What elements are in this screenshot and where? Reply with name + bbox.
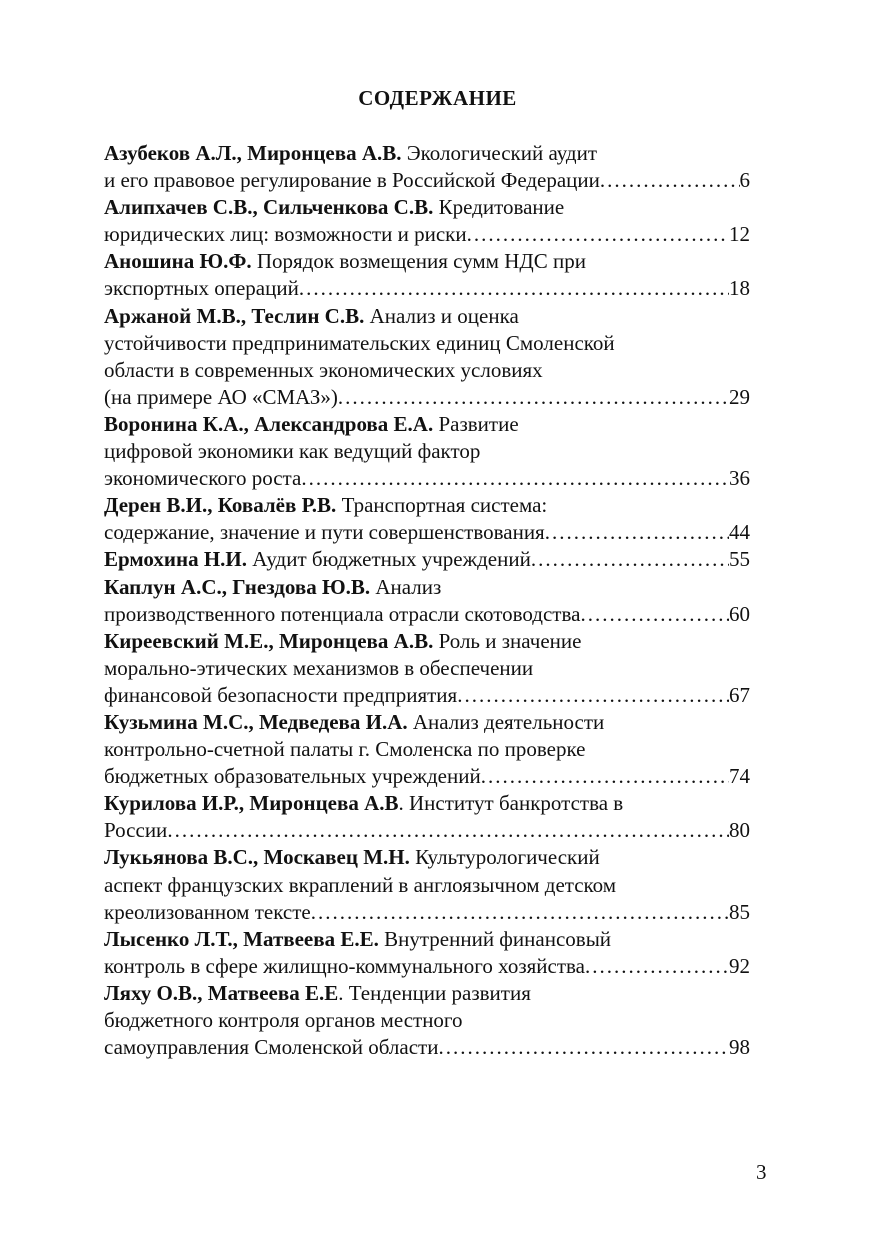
toc-entry-line bbox=[104, 709, 750, 736]
toc-entry-line bbox=[104, 303, 750, 330]
toc-entry-page: 80 bbox=[729, 818, 750, 843]
toc-entry-title: креолизованном тексте bbox=[104, 899, 311, 924]
toc-entry-line bbox=[104, 519, 750, 546]
toc-entry-authors: Воронина К.А., Александрова Е.А. bbox=[104, 411, 434, 436]
toc-entry-title: Культурологический bbox=[409, 845, 600, 870]
page-number: 3 bbox=[756, 1160, 767, 1184]
toc-entry bbox=[104, 492, 750, 546]
dot-leader bbox=[338, 384, 729, 411]
toc-entry bbox=[104, 140, 750, 194]
toc-entry-page: 92 bbox=[729, 953, 750, 978]
toc-entry bbox=[104, 926, 750, 980]
toc-entry-authors: Кузьмина М.С., Медведева И.А. bbox=[104, 709, 408, 734]
toc-entry-line: области в современных экономических условиях bbox=[104, 357, 543, 382]
toc-entry-line bbox=[104, 817, 750, 844]
toc-entry-authors: Каплун А.С., Гнездова Ю.В. bbox=[104, 574, 371, 599]
dot-leader bbox=[585, 953, 729, 980]
toc-entry-line bbox=[104, 790, 750, 817]
toc-entry bbox=[104, 709, 750, 790]
dot-leader bbox=[545, 519, 729, 546]
toc-entry-line bbox=[104, 1034, 750, 1061]
toc-entry-line bbox=[104, 221, 750, 248]
toc-entry-page: 67 bbox=[729, 682, 750, 707]
toc-entry-page: 36 bbox=[729, 466, 750, 491]
toc-entry-line: контрольно-счетной палаты г. Смоленска по проверке bbox=[104, 737, 586, 762]
toc-entry-page: 6 bbox=[739, 168, 750, 193]
toc-entry-title: . Институт банкротства в bbox=[398, 791, 624, 816]
toc-entry-line bbox=[104, 465, 750, 492]
toc-entry-title: Порядок возмещения сумм НДС при bbox=[251, 249, 586, 274]
toc-entry-line bbox=[104, 574, 750, 601]
toc-entry-line bbox=[104, 411, 750, 438]
dot-leader bbox=[457, 682, 729, 709]
toc-entry bbox=[104, 980, 750, 1061]
toc-entry-line bbox=[104, 248, 750, 275]
dot-leader bbox=[600, 167, 740, 194]
toc-entry-line bbox=[104, 546, 750, 573]
toc-entry-title: Кредитование bbox=[433, 195, 565, 220]
toc-entry bbox=[104, 844, 750, 925]
toc-entry bbox=[104, 303, 750, 411]
toc-entry-line bbox=[104, 601, 750, 628]
toc-entry-authors: Ермохина Н.И. bbox=[104, 547, 247, 572]
page-title: СОДЕРЖАНИЕ bbox=[358, 86, 517, 110]
toc-entry-title: Развитие bbox=[433, 411, 519, 436]
toc-entry-page: 98 bbox=[729, 1035, 750, 1060]
toc-entry-authors: Аношина Ю.Ф. bbox=[104, 249, 252, 274]
toc-entry-title: Анализ bbox=[370, 574, 442, 599]
dot-leader bbox=[467, 221, 729, 248]
toc-entry-authors: Дерен В.И., Ковалёв Р.В. bbox=[104, 493, 337, 518]
toc-entry-authors: Алипхачев С.В., Сильченкова С.В. bbox=[104, 195, 434, 220]
toc-entry bbox=[104, 628, 750, 709]
toc-entry-page: 55 bbox=[729, 547, 750, 572]
toc-entry bbox=[104, 411, 750, 492]
toc-entry bbox=[104, 574, 750, 628]
toc-entry-title: Транспортная система: bbox=[336, 493, 548, 518]
toc-entry-authors: Киреевский М.Е., Миронцева А.В. bbox=[104, 628, 434, 653]
toc-entry-title: Внутренний финансовый bbox=[378, 926, 612, 951]
toc-entry-line: устойчивости предпринимательских единиц Смоленской bbox=[104, 330, 615, 355]
toc-entry-title: бюджетных образовательных учреждений bbox=[104, 764, 481, 789]
toc-entry-line: цифровой экономики как ведущий фактор bbox=[104, 439, 481, 464]
toc-entry-line: аспект французских вкраплений в англоязычном детском bbox=[104, 872, 617, 897]
toc-entry-page: 12 bbox=[729, 222, 750, 247]
toc-entry-title: Анализ деятельности bbox=[407, 709, 605, 734]
toc-entry-line bbox=[104, 953, 750, 980]
toc-entry-line bbox=[104, 628, 750, 655]
toc-entry bbox=[104, 248, 750, 302]
toc-entry-line: морально-этических механизмов в обеспечении bbox=[104, 655, 534, 680]
toc-entry-title: (на примере АО «СМАЗ») bbox=[104, 384, 338, 409]
toc-entry-title: самоуправления Смоленской области bbox=[104, 1035, 439, 1060]
dot-leader bbox=[299, 275, 729, 302]
toc-entry-line bbox=[104, 492, 750, 519]
toc-entry-line bbox=[104, 926, 750, 953]
dot-leader bbox=[167, 817, 729, 844]
toc-entry-authors: Азубеков А.Л., Миронцева А.В. bbox=[104, 141, 402, 165]
toc-entry-page: 74 bbox=[729, 764, 750, 789]
toc-entry-title: Экологический аудит bbox=[401, 141, 598, 165]
toc-entry-title: содержание, значение и пути совершенствования bbox=[104, 520, 545, 545]
toc-entry-line bbox=[104, 384, 750, 411]
toc-entry-title: экспортных операций bbox=[104, 276, 299, 301]
dot-leader bbox=[531, 546, 729, 573]
toc-entry-title: производственного потенциала отрасли скотоводства bbox=[104, 601, 581, 626]
table-of-contents bbox=[104, 140, 750, 1061]
toc-entry-authors: Ляху О.В., Матвеева Е.Е bbox=[104, 980, 339, 1005]
toc-entry-authors: Аржаной М.В., Теслин С.В. bbox=[104, 303, 365, 328]
toc-entry-authors: Лысенко Л.Т., Матвеева Е.Е. bbox=[104, 926, 379, 951]
toc-entry-title: контроль в сфере жилищно-коммунального хозяйства bbox=[104, 953, 585, 978]
toc-entry-title: финансовой безопасности предприятия bbox=[104, 682, 458, 707]
toc-entry-line: бюджетного контроля органов местного bbox=[104, 1008, 463, 1032]
toc-entry bbox=[104, 546, 750, 573]
toc-entry-authors: Курилова И.Р., Миронцева А.В bbox=[104, 791, 399, 816]
toc-entry-line bbox=[104, 682, 750, 709]
toc-entry-title: юридических лиц: возможности и риски bbox=[104, 222, 467, 247]
toc-entry-title: Аудит бюджетных учреждений bbox=[247, 547, 531, 572]
toc-entry bbox=[104, 194, 750, 248]
toc-entry-page: 44 bbox=[729, 520, 750, 545]
toc-entry-title: и его правовое регулирование в Российской Федерации bbox=[104, 168, 600, 193]
toc-entry-line bbox=[104, 980, 750, 1007]
dot-leader bbox=[481, 763, 729, 790]
toc-entry-line bbox=[104, 194, 750, 221]
toc-entry-authors: Лукьянова В.С., Москавец М.Н. bbox=[104, 845, 410, 870]
toc-entry-text bbox=[104, 546, 531, 573]
toc-entry-page: 85 bbox=[729, 899, 750, 924]
toc-entry-page: 60 bbox=[729, 601, 750, 626]
toc-entry-line bbox=[104, 140, 750, 167]
dot-leader bbox=[438, 1034, 729, 1061]
toc-entry-line bbox=[104, 763, 750, 790]
toc-entry-title: Роль и значение bbox=[433, 628, 582, 653]
toc-entry-line bbox=[104, 844, 750, 871]
toc-entry-title: Анализ и оценка bbox=[364, 303, 519, 328]
toc-entry-title: . Тенденции развития bbox=[338, 980, 531, 1005]
toc-entry-line bbox=[104, 275, 750, 302]
dot-leader bbox=[580, 601, 729, 628]
toc-entry-page: 29 bbox=[729, 384, 750, 409]
dot-leader bbox=[311, 899, 729, 926]
toc-entry-title: экономического роста bbox=[104, 466, 302, 491]
toc-entry-title: России bbox=[104, 818, 168, 843]
toc-entry-line bbox=[104, 899, 750, 926]
toc-entry bbox=[104, 790, 750, 844]
toc-entry-line bbox=[104, 167, 750, 194]
toc-entry-page: 18 bbox=[729, 276, 750, 301]
dot-leader bbox=[301, 465, 729, 492]
